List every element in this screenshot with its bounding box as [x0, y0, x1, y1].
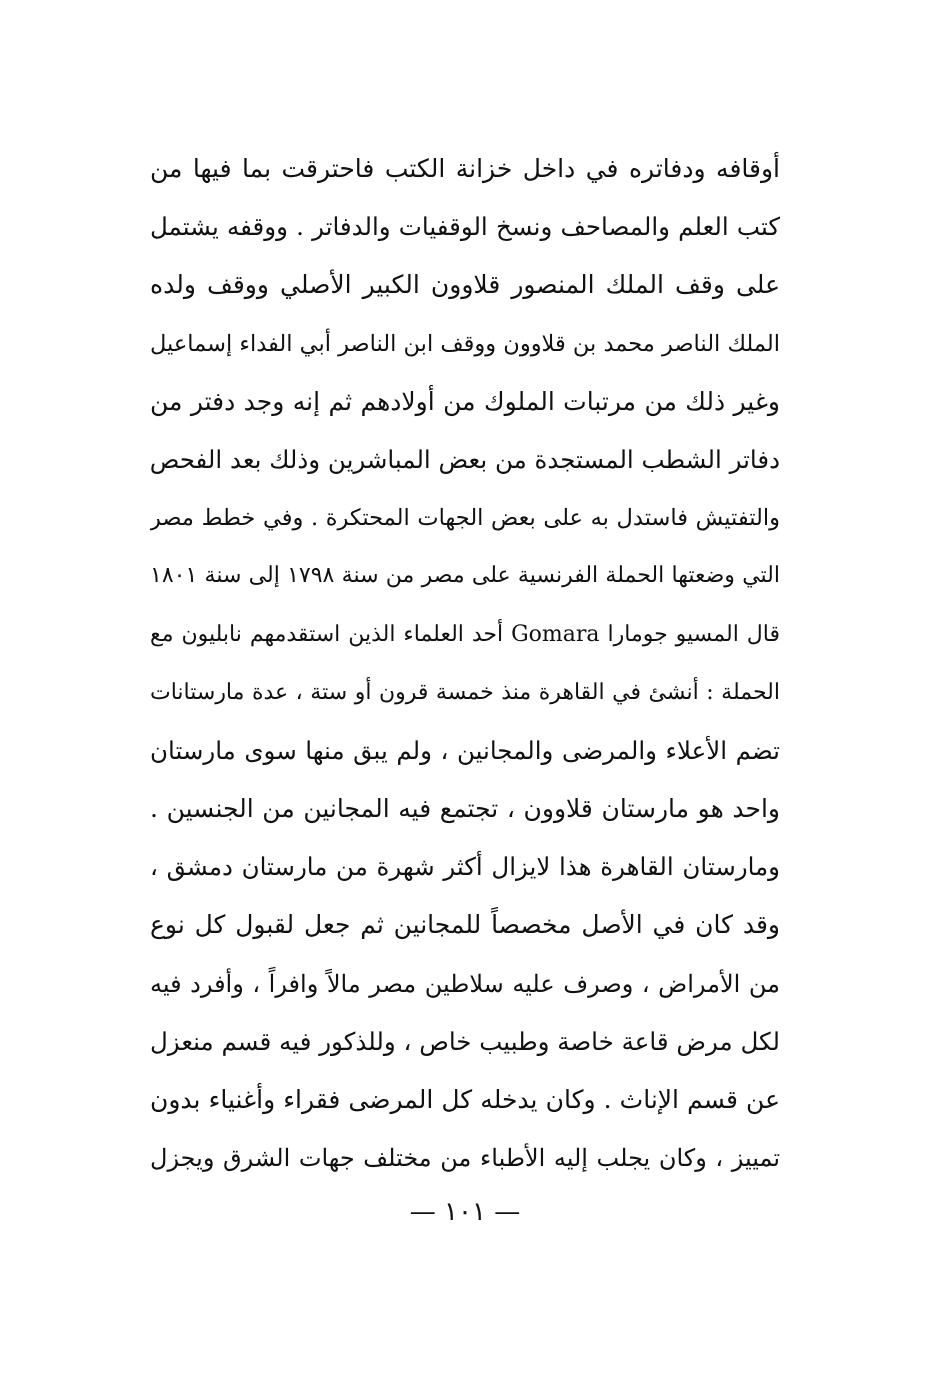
text-line: وقد كان في الأصل مخصصاً للمجانين ثم جعل لقبول كل نوع [150, 910, 780, 940]
text-line: الحملة : أنشئ في القاهرة منذ خمسة قرون أو ستة ، عدة مارستانات [150, 679, 780, 705]
text-line: قال المسيو جومارا Gomara أحد العلماء الذين استقدمهم نابليون مع [150, 621, 780, 647]
text-line: لكل مرض قاعة خاصة وطبيب خاص ، وللذكور فيه قسم منعزل [150, 1026, 780, 1056]
page-number: — ١٠١ — [409, 1197, 521, 1227]
text-line: والتفتيش فاستدل به على بعض الجهات المحتكرة . وفي خطط مصر [150, 505, 780, 532]
text-line: ومارستان القاهرة هذا لايزال أكثر شهرة من مارستان دمشق ، [150, 852, 780, 882]
text-line: تمييز ، وكان يجلب إليه الأطباء من مختلف جهات الشرق ويجزل [150, 1144, 780, 1173]
text-line: التي وضعتها الحملة الفرنسية على مصر من سنة ١٧٩٨ إلى سنة ١٨٠١ [150, 563, 780, 589]
text-line: تضم الأعلاء والمرضى والمجانين ، ولم يبق منها سوى مارستان [150, 735, 780, 765]
text-line: الملك الناصر محمد بن قلاوون ووقف ابن الناصر أبي الفداء إسماعيل [150, 330, 780, 357]
text-line: من الأمراض ، وصرف عليه سلاطين مصر مالاً وافراً ، وأفرد فيه [150, 969, 780, 998]
text-line: وغير ذلك من مرتبات الملوك من أولادهم ثم إنه وجد دفتر من [150, 386, 780, 416]
text-line: دفاتر الشطب المستجدة من بعض المباشرين وذلك بعد الفحص [150, 444, 780, 474]
body-text [150, 140, 780, 1187]
text-line: أوقافه ودفاتره في داخل خزانة الكتب فاحترقت بما فيها من [150, 154, 780, 183]
text-line: عن قسم الإناث . وكان يدخله كل المرضى فقراء وأغنياء بدون [150, 1085, 780, 1114]
text-line: واحد هو مارستان قلاوون ، تجتمع فيه المجانين من الجنسين . [150, 794, 780, 824]
text-line: كتب العلم والمصاحف ونسخ الوقفيات والدفاتر . ووقفه يشتمل [150, 212, 780, 242]
text-line: على وقف الملك المنصور قلاوون الكبير الأصلي ووقف ولده [150, 270, 780, 300]
